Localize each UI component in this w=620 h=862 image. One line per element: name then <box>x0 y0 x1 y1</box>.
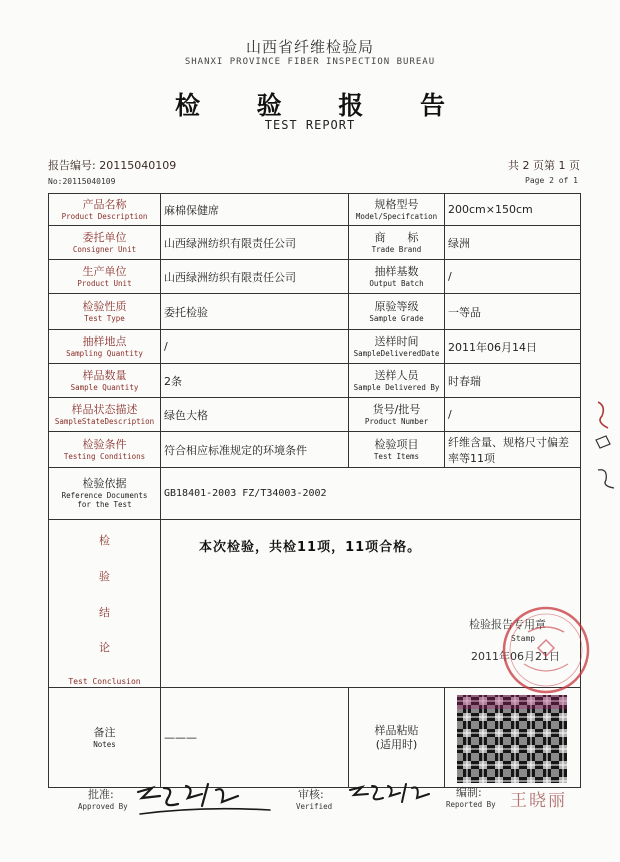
field-value: 山西绿洲纺织有限责任公司 <box>161 260 349 294</box>
field-label: 检验性质 Test Type <box>49 294 161 330</box>
page-indicator-en: Page 2 of 1 <box>525 176 578 185</box>
report-title-en: TEST REPORT <box>264 118 356 132</box>
field-value-2: 时春瑞 <box>445 364 581 398</box>
approver-signature <box>130 778 280 822</box>
notes-value: ——— <box>161 688 349 788</box>
reference-label: 检验依据 Reference Documents for the Test <box>49 468 161 520</box>
field-label: 抽样地点 Sampling Quantity <box>49 330 161 364</box>
notes-label: 备注 Notes <box>49 688 161 788</box>
stamp-label-en: Stamp <box>511 634 536 643</box>
info-row <box>49 398 581 432</box>
sample-attach-label: 样品粘贴 (适用时) <box>349 688 445 788</box>
field-label: 检验条件 Testing Conditions <box>49 432 161 468</box>
reference-row <box>49 468 581 520</box>
field-value: 麻棉保健席 <box>161 194 349 226</box>
info-row <box>49 294 581 330</box>
reporter-name: 王晓丽 <box>510 791 567 811</box>
field-label-2: 送样人员 Sample Delivered By <box>349 364 445 398</box>
edge-seal-marks <box>592 396 618 496</box>
verified-label-en: Verified <box>296 802 333 811</box>
approved-label: 批准: <box>88 788 114 801</box>
field-value: 委托检验 <box>161 294 349 330</box>
report-title: 检 验 报 告 <box>174 91 470 120</box>
info-row <box>49 194 581 226</box>
reference-value: GB18401-2003 FZ/T34003-2002 <box>161 468 581 520</box>
field-value-2: / <box>445 260 581 294</box>
field-label: 产品名称 Product Description <box>49 194 161 226</box>
field-value-2: 纤维含量、规格尺寸偏差率等11项 <box>445 432 581 468</box>
info-row <box>49 260 581 294</box>
field-label-2: 送样时间 SampleDeliveredDate <box>349 330 445 364</box>
bureau-name: 山西省纤维检验局 <box>245 38 374 56</box>
field-value: 山西绿洲纺织有限责任公司 <box>161 226 349 260</box>
field-label-2: 规格型号 Model/Specifcation <box>349 194 445 226</box>
field-value-2: 一等品 <box>445 294 581 330</box>
conclusion-label: 检 验 结 论 Test Conclusion <box>49 520 161 688</box>
page-indicator: 共 2 页第 1 页 <box>508 159 580 172</box>
info-row <box>49 432 581 468</box>
official-stamp <box>498 602 594 698</box>
field-value-2: / <box>445 398 581 432</box>
field-label: 样品数量 Sample Quantity <box>49 364 161 398</box>
field-label-2: 原验等级 Sample Grade <box>349 294 445 330</box>
field-label: 委托单位 Consigner Unit <box>49 226 161 260</box>
info-row <box>49 364 581 398</box>
fabric-sample-cell <box>445 688 581 788</box>
field-label-2: 货号/批号 Product Number <box>349 398 445 432</box>
info-row <box>49 330 581 364</box>
stamp-date: 2011年06月21日 <box>471 650 560 663</box>
field-value-2: 2011年06月14日 <box>445 330 581 364</box>
field-value: 2条 <box>161 364 349 398</box>
verified-label: 审核: <box>298 788 324 801</box>
field-label-2: 检验项目 Test Items <box>349 432 445 468</box>
report-number-en: No:20115040109 <box>48 177 116 186</box>
field-label-2: 商 标 Trade Brand <box>349 226 445 260</box>
field-label-2: 抽样基数 Output Batch <box>349 260 445 294</box>
notes-row <box>49 688 581 788</box>
info-row <box>49 226 581 260</box>
field-value: 绿色大格 <box>161 398 349 432</box>
approved-label-en: Approved By <box>78 802 128 811</box>
report-number: 报告编号: 20115040109 <box>48 159 177 172</box>
field-value: 符合相应标准规定的环境条件 <box>161 432 349 468</box>
reported-label: 编制: <box>456 786 482 799</box>
field-value: / <box>161 330 349 364</box>
bureau-name-en: SHANXI PROVINCE FIBER INSPECTION BUREAU <box>184 57 436 67</box>
field-label: 生产单位 Product Unit <box>49 260 161 294</box>
reported-label-en: Reported By <box>446 800 496 809</box>
field-value-2: 绿洲 <box>445 226 581 260</box>
report-table <box>48 193 581 788</box>
fabric-sample-image <box>447 689 579 787</box>
verifier-signature <box>344 780 444 812</box>
stamp-label: 检验报告专用章 <box>469 618 546 631</box>
conclusion-text: 本次检验，共检11项，11项合格。 <box>199 540 422 555</box>
field-value-2: 200cm×150cm <box>445 194 581 226</box>
field-label: 样品状态描述 SampleStateDescription <box>49 398 161 432</box>
